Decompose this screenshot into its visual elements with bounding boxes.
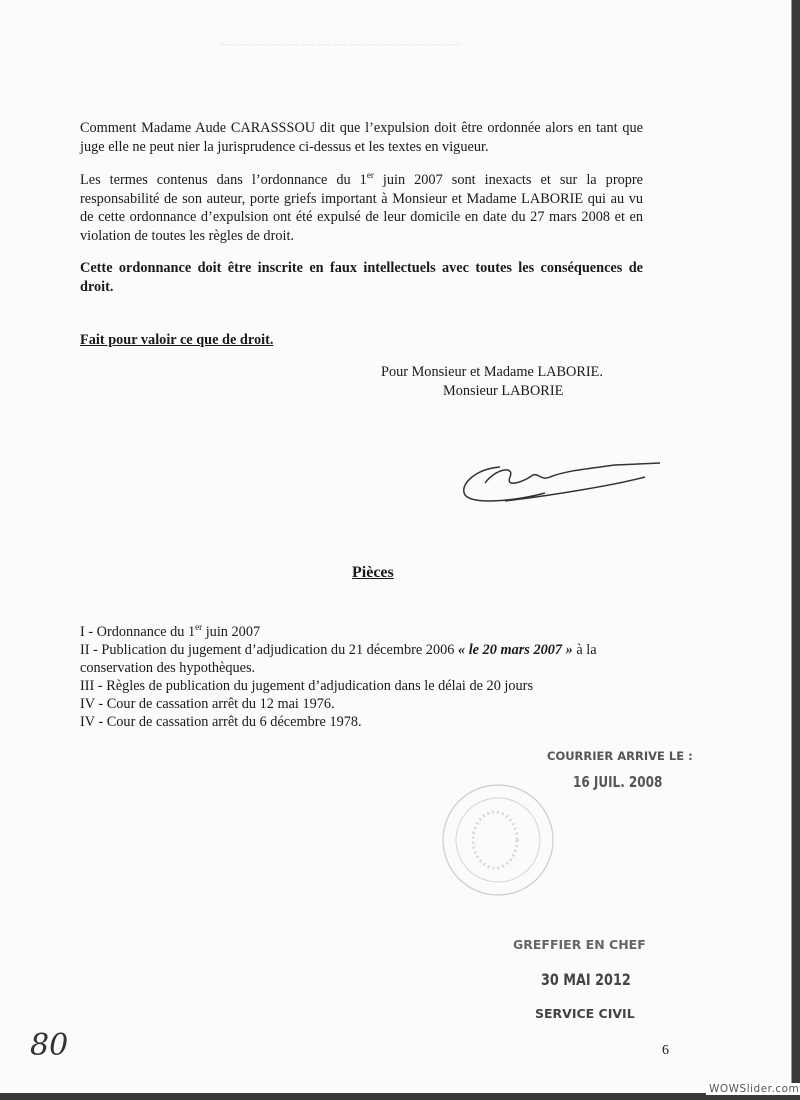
handwritten-signature — [455, 455, 665, 510]
closing-statement: Fait pour valoir ce que de droit. — [80, 332, 274, 348]
signatory-line-2: Monsieur LABORIE — [443, 383, 564, 399]
service-civil-stamp: SERVICE CIVIL — [535, 1006, 635, 1021]
piece-item: IV - Cour de cassation arrêt du 6 décembre 1978. — [80, 714, 362, 730]
pieces-heading: Pièces — [352, 564, 394, 581]
greffier-stamp: GREFFIER EN CHEF — [513, 937, 646, 952]
bleed-through-text: — — — — — — — — — — — — — — — — [220, 36, 461, 51]
piece-item: IV - Cour de cassation arrêt du 12 mai 1976. — [80, 696, 335, 712]
page-number: 6 — [662, 1043, 669, 1058]
text: II - Publication du jugement d’adjudication du 21 décembre 2006 — [80, 642, 458, 658]
superscript: er — [195, 622, 203, 633]
text: I - Ordonnance du 1 — [80, 624, 196, 640]
handwritten-page-number: 80 — [30, 1028, 69, 1063]
text: juin 2007 sont inexacts et sur la propre responsabilité de son auteur, porte griefs important à Monsieur et Madame LABORIE qui au vu de cette ordonnance d’expulsion ont été expulsé de leur domicile en date du 27 mars 2008 et en violation de toutes les règles de droit. — [80, 172, 643, 244]
piece-item — [80, 623, 660, 641]
superscript: er — [366, 170, 374, 181]
paragraph-1: Comment Madame Aude CARASSSOU dit que l’expulsion doit être ordonnée alors en tant que juge elle ne peut nier la jurisprudence ci-dessus et les textes en vigueur. — [80, 120, 643, 155]
courrier-stamp-date: 16 JUIL. 2008 — [573, 773, 663, 791]
piece-item — [80, 641, 660, 677]
court-seal-stamp — [440, 775, 560, 905]
courrier-stamp-label: COURRIER ARRIVE LE : — [547, 749, 693, 763]
greffier-stamp-date: 30 MAI 2012 — [541, 970, 631, 989]
signatory-line-1: Pour Monsieur et Madame LABORIE. — [381, 364, 603, 380]
paragraph-3: Cette ordonnance doit être inscrite en faux intellectuels avec toutes les conséquences de droit. — [80, 260, 643, 295]
paragraph-2 — [80, 171, 643, 245]
text: juin 2007 — [202, 624, 261, 640]
pieces-list — [80, 623, 660, 731]
text: à la conservation des hypothèques. — [80, 642, 597, 676]
piece-item: III - Règles de publication du jugement d’adjudication dans le délai de 20 jours — [80, 678, 534, 694]
emphasis: « le 20 mars 2007 » — [457, 642, 573, 658]
text: Les termes contenus dans l’ordonnance du 1 — [80, 172, 367, 188]
watermark: WOWSlider.com — [706, 1083, 800, 1095]
